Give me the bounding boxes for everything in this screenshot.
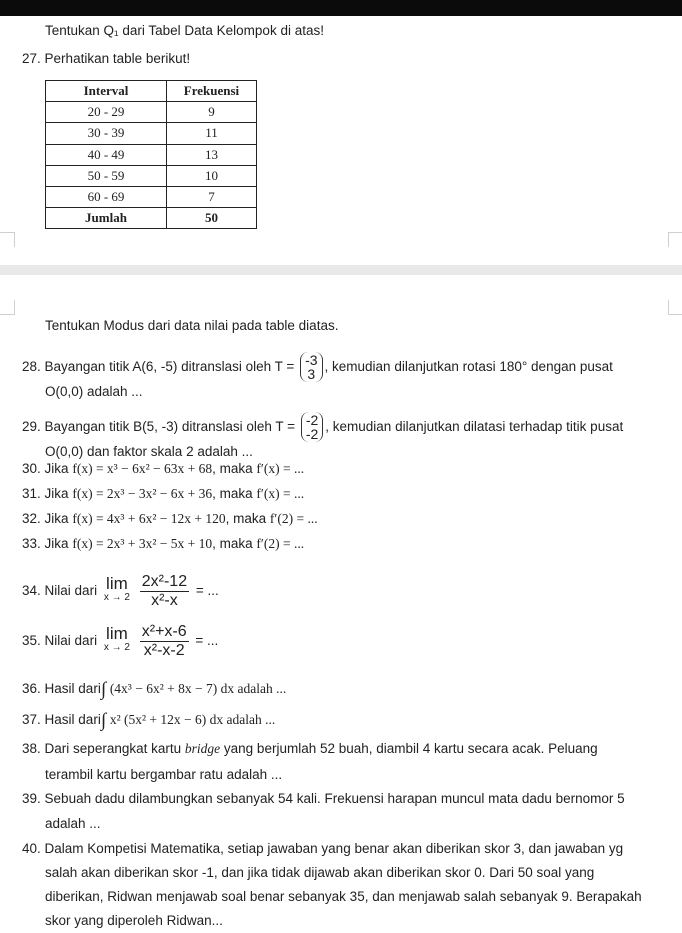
q35-number: 35. — [22, 633, 41, 648]
q28-translation-vector — [300, 352, 322, 382]
crop-mark-top-right — [668, 232, 682, 247]
q38-number: 38. — [22, 741, 41, 756]
table-total-label: Jumlah — [46, 208, 167, 229]
q36-expression: (4x³ − 6x² + 8x − 7) dx adalah ... — [109, 681, 287, 696]
q28-vec-top: -3 — [305, 352, 318, 369]
q40-line1-text: Dalam Kompetisi Matematika, setiap jawaban yang benar akan diberikan skor 3, dan jawaban yg — [44, 841, 624, 856]
q34-fraction — [140, 573, 189, 610]
q37-line — [22, 711, 275, 730]
q27-question: Tentukan Modus dari data nilai pada table diatas. — [45, 318, 339, 333]
q30-function: f(x) = x³ − 6x² − 63x + 68 — [72, 461, 213, 476]
q37-integral-icon: ∫ — [100, 710, 107, 731]
table-row — [46, 186, 257, 207]
q36-integral-icon: ∫ — [100, 679, 107, 700]
q29-line2: O(0,0) dan faktor skala 2 adalah ... — [45, 444, 253, 459]
q33-line — [22, 535, 304, 553]
q31-number: 31. — [22, 486, 41, 501]
table-cell-freq: 7 — [167, 186, 257, 207]
q40-number: 40. — [22, 841, 41, 856]
header-frekuensi: Frekuensi — [167, 81, 257, 102]
q40-line2: salah akan diberikan skor -1, dan jika tidak dijawab akan diberikan skor 0. Dari 50 soal yang — [45, 865, 595, 880]
q38-line1a: Dari seperangkat kartu — [44, 741, 182, 756]
table-row — [46, 165, 257, 186]
table-cell-interval: 60 - 69 — [46, 186, 167, 207]
q32-line — [22, 510, 318, 528]
table-row — [46, 102, 257, 123]
q37-number: 37. — [22, 712, 41, 727]
q33-text-a: Jika — [44, 536, 69, 551]
crop-mark-bottom-right — [668, 300, 682, 315]
table-header-row — [46, 81, 257, 102]
q37-prefix: Hasil dari — [44, 712, 101, 727]
q34-line — [22, 568, 219, 614]
q35-numerator: x²+x-6 — [141, 622, 187, 640]
table-cell-freq: 10 — [167, 165, 257, 186]
q30-line — [22, 460, 304, 478]
q40-line3: diberikan, Ridwan menjawab soal benar sebanyak 35, dan menjawab salah sebanyak 9. Berapakah — [45, 889, 642, 904]
q29-part1: Bayangan titik B(5, -3) ditranslasi oleh T = — [44, 419, 296, 434]
q36-prefix: Hasil dari — [44, 681, 101, 696]
q38-line2: terambil kartu bergambar ratu adalah ... — [45, 767, 283, 782]
q28-part2: , kemudian dilanjutkan rotasi 180° dengan pusat — [324, 359, 613, 374]
table-total-value: 50 — [167, 208, 257, 229]
q34-lim-sub: x → 2 — [103, 592, 130, 604]
q38-line1b: yang berjumlah 52 buah, diambil 4 kartu secara acak. Peluang — [223, 741, 598, 756]
q30-number: 30. — [22, 461, 41, 476]
q33-function: f(x) = 2x³ + 3x² − 5x + 10 — [72, 536, 213, 551]
q28-number: 28. — [22, 359, 41, 374]
q31-text-b: , maka — [212, 486, 253, 501]
q35-limit — [103, 624, 130, 655]
table-cell-freq: 13 — [167, 144, 257, 165]
q34-number: 34. — [22, 583, 41, 598]
q34-numerator: 2x²-12 — [141, 572, 188, 590]
table-row — [46, 123, 257, 144]
q34-limit — [103, 574, 130, 605]
q37-expression: x² (5x² + 12x − 6) dx adalah ... — [109, 712, 276, 727]
q30-text-b: , maka — [212, 461, 253, 476]
q31-ask: f′(x) = ... — [256, 486, 305, 501]
q32-text-a: Jika — [44, 511, 69, 526]
q27-intro-text: Perhatikan table berikut! — [44, 51, 191, 66]
q30-ask: f′(x) = ... — [256, 461, 305, 476]
q36-number: 36. — [22, 681, 41, 696]
q34-suffix: = ... — [195, 583, 219, 598]
q39-line1-text: Sebuah dadu dilambungkan sebanyak 54 kali. Frekuensi harapan muncul mata dadu bernomor 5 — [44, 791, 625, 806]
q33-text-b: , maka — [212, 536, 253, 551]
q35-fraction — [140, 623, 189, 660]
q32-function: f(x) = 4x³ + 6x² − 12x + 120 — [72, 511, 226, 526]
q33-ask: f′(2) = ... — [256, 536, 305, 551]
q29-number: 29. — [22, 419, 41, 434]
q35-suffix: = ... — [195, 633, 219, 648]
q38-line1 — [22, 740, 598, 758]
q32-ask: f′(2) = ... — [269, 511, 318, 526]
q29-vec-bottom: -2 — [305, 426, 319, 443]
table-cell-interval: 50 - 59 — [46, 165, 167, 186]
q38-bridge: bridge — [184, 741, 221, 756]
q35-lim-sub: x → 2 — [103, 642, 130, 654]
q31-text-a: Jika — [44, 486, 69, 501]
q31-line — [22, 485, 304, 503]
q35-lim-word: lim — [106, 624, 128, 644]
q29-part2: , kemudian dilanjutkan dilatasi terhadap titik pusat — [325, 419, 624, 434]
q35-line — [22, 618, 218, 664]
q28-line2: O(0,0) adalah ... — [45, 384, 143, 399]
header-interval: Interval — [46, 81, 167, 102]
q27-number: 27. — [22, 51, 41, 66]
q39-number: 39. — [22, 791, 41, 806]
header-question: Tentukan Q₁ dari Tabel Data Kelompok di atas! — [45, 23, 324, 38]
q28-vec-bottom: 3 — [307, 366, 316, 383]
top-black-bar — [0, 0, 682, 16]
q28-line1 — [22, 350, 613, 384]
table-cell-interval: 40 - 49 — [46, 144, 167, 165]
crop-mark-top-left — [0, 232, 15, 247]
table-cell-freq: 11 — [167, 123, 257, 144]
q39-line1 — [22, 790, 625, 808]
q33-number: 33. — [22, 536, 41, 551]
q34-denominator: x²-x — [151, 591, 178, 609]
q32-text-b: , maka — [225, 511, 267, 526]
q31-function: f(x) = 2x³ − 3x² − 6x + 36 — [72, 486, 213, 501]
table-cell-freq: 9 — [167, 102, 257, 123]
q29-translation-vector — [301, 412, 323, 442]
page-break-divider — [0, 265, 682, 275]
q30-text-a: Jika — [44, 461, 69, 476]
q40-line1 — [22, 840, 623, 858]
q29-vec-top: -2 — [305, 412, 319, 429]
q29-line1 — [22, 410, 623, 444]
table-total-row — [46, 208, 257, 229]
table-cell-interval: 30 - 39 — [46, 123, 167, 144]
frequency-table — [45, 80, 257, 229]
q35-denominator: x²-x-2 — [143, 641, 185, 659]
q39-line2: adalah ... — [45, 816, 101, 831]
q36-line — [22, 680, 286, 699]
table-row — [46, 144, 257, 165]
crop-mark-bottom-left — [0, 300, 15, 315]
q40-line4: skor yang diperoleh Ridwan... — [45, 913, 223, 928]
q28-part1: Bayangan titik A(6, -5) ditranslasi oleh T = — [44, 359, 295, 374]
q27-intro — [22, 50, 190, 68]
q34-prefix: Nilai dari — [44, 583, 98, 598]
q32-number: 32. — [22, 511, 41, 526]
q35-prefix: Nilai dari — [44, 633, 98, 648]
q34-lim-word: lim — [106, 574, 128, 594]
table-cell-interval: 20 - 29 — [46, 102, 167, 123]
